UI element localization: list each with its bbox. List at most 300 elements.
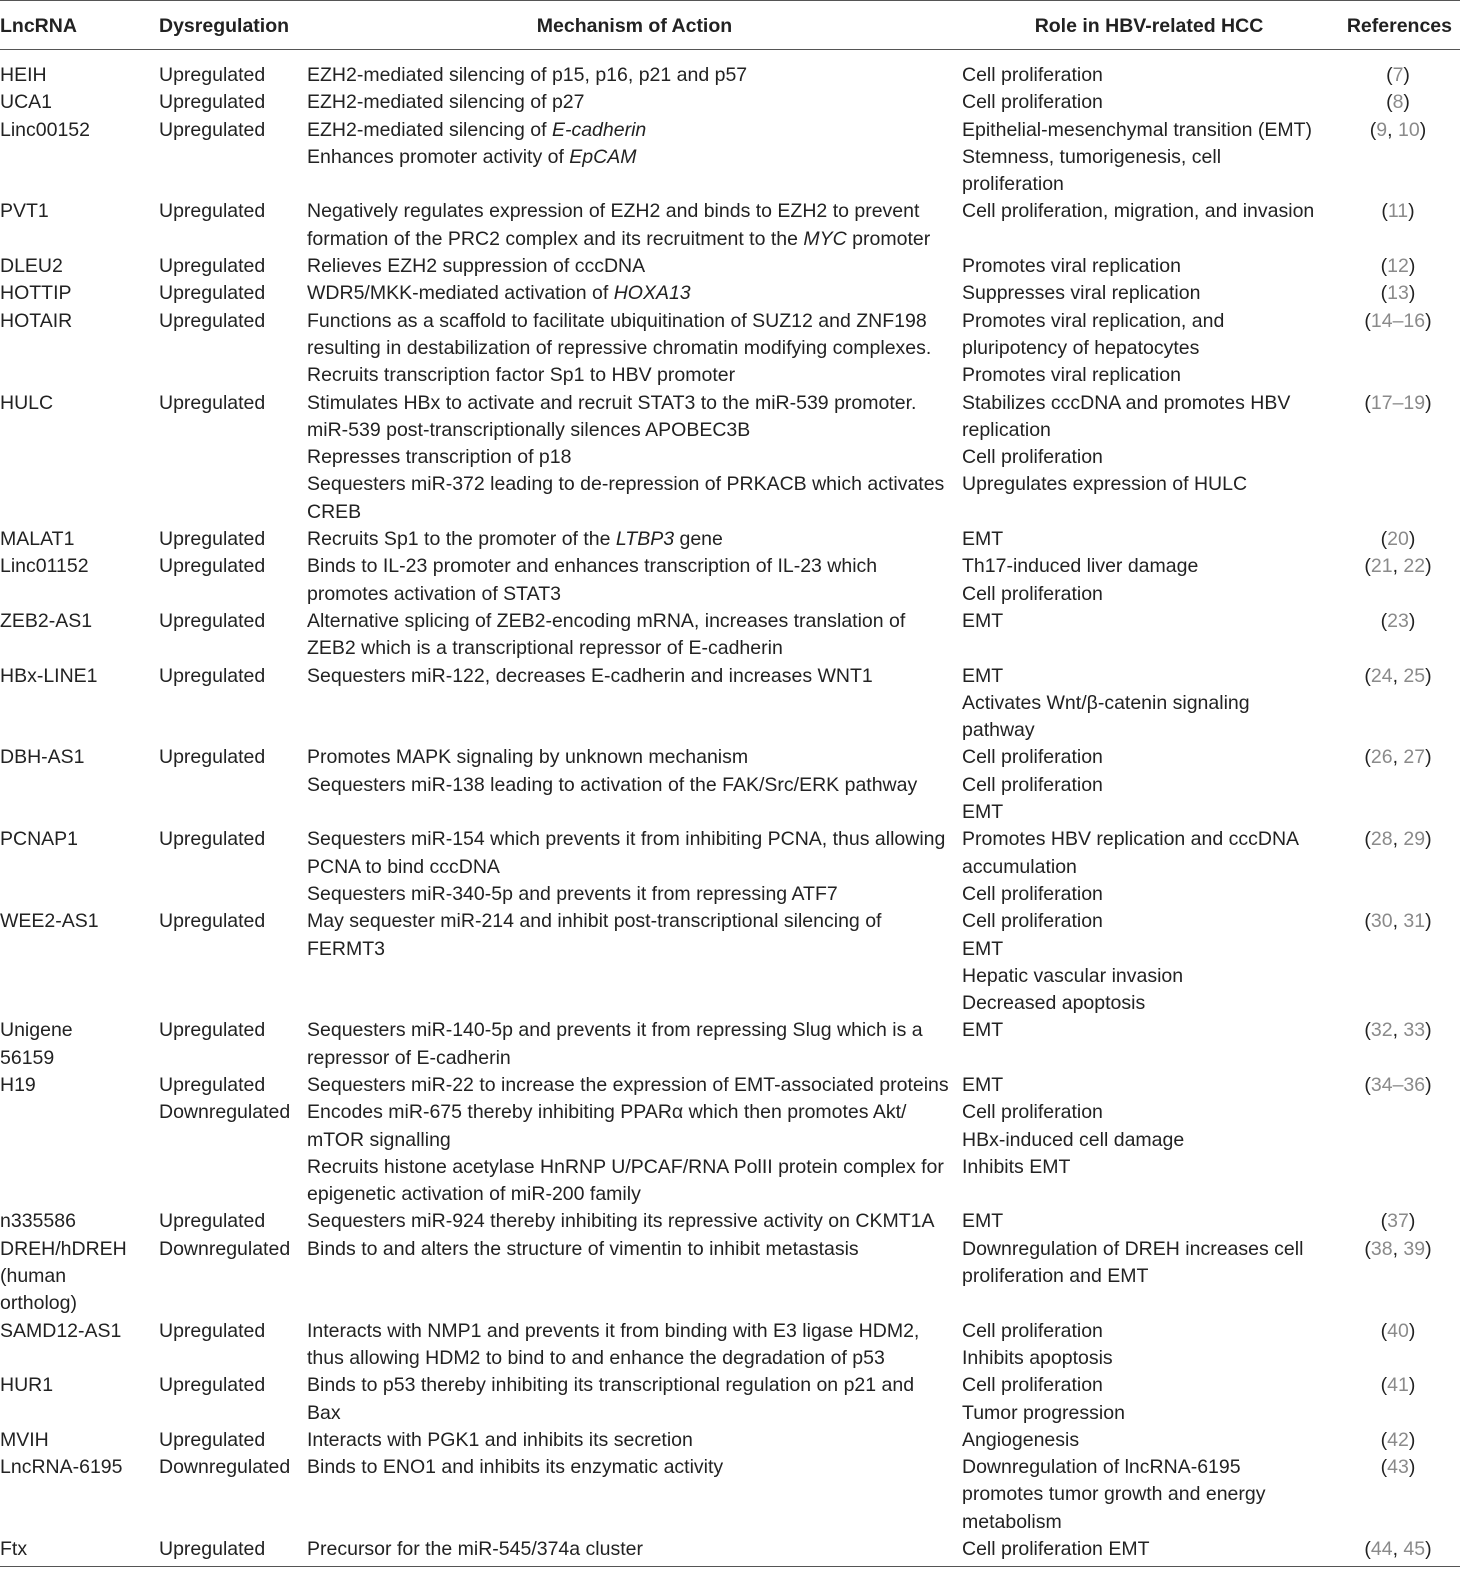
role-line: pluripotency of hepatocytes xyxy=(962,336,1200,359)
table-body xyxy=(0,50,1460,1567)
cell-role xyxy=(962,308,1336,390)
ref-paren: ( xyxy=(1364,1073,1371,1096)
reference-link[interactable]: 29 xyxy=(1403,828,1426,851)
table-row xyxy=(0,253,1460,280)
mechanism-line: Bax xyxy=(307,1401,341,1424)
cell-mechanism xyxy=(307,117,962,199)
cell-mechanism xyxy=(307,308,962,390)
table-row xyxy=(0,553,1460,608)
mechanism-text: gene xyxy=(674,528,723,551)
cell-lncrna: HULC xyxy=(0,391,54,414)
cell-dysregulation: Upregulated xyxy=(159,391,266,414)
ref-paren: ( xyxy=(1380,609,1388,632)
cell-dysregulation: Upregulated xyxy=(159,1536,307,1567)
reference-link[interactable]: 44 xyxy=(1370,1538,1393,1561)
cell-lncrna: ZEB2-AS1 xyxy=(0,609,93,632)
mechanism-line: Encodes miR-675 thereby inhibiting PPARα which then promotes Akt/ xyxy=(307,1101,907,1124)
cell-role: Cell proliferation xyxy=(962,64,1103,86)
ref-paren: ) xyxy=(1425,664,1432,687)
ref-paren: ) xyxy=(1408,1456,1416,1479)
mechanism-line: resulting in destabilization of repressive chromatin modifying complexes. xyxy=(307,336,932,359)
role-line: EMT xyxy=(962,1073,1004,1096)
reference-link[interactable]: 42 xyxy=(1387,1428,1409,1451)
role-line: Tumor progression xyxy=(962,1401,1125,1424)
ref-paren: ) xyxy=(1408,1210,1416,1233)
cell-references xyxy=(1336,1236,1460,1318)
reference-link[interactable]: 43 xyxy=(1387,1456,1409,1479)
role-line: Promotes HBV replication and cccDNA xyxy=(962,828,1300,851)
table-row xyxy=(0,826,1460,908)
ref-paren: ) xyxy=(1408,282,1416,305)
table-row xyxy=(0,280,1460,307)
cell-lncrna: H19 xyxy=(0,1073,36,1096)
cell-mechanism xyxy=(307,1372,962,1427)
cell-references xyxy=(1336,826,1460,908)
cell-dysregulation: Upregulated xyxy=(159,1374,266,1397)
mechanism-line: Sequesters miR-154 which prevents it from inhibiting PCNA, thus allowing xyxy=(307,828,946,851)
reference-link[interactable]: 37 xyxy=(1387,1210,1409,1233)
ref-paren: ( xyxy=(1364,391,1371,414)
reference-link[interactable]: 20 xyxy=(1387,528,1409,551)
dysregulation-line: Upregulated xyxy=(159,1073,266,1096)
cell-references xyxy=(1336,1318,1460,1373)
cell-role xyxy=(962,553,1336,608)
reference-link[interactable]: 41 xyxy=(1387,1374,1409,1397)
gene-name: HOXA13 xyxy=(613,282,691,305)
ref-paren: ) xyxy=(1403,64,1410,86)
cell-dysregulation: Upregulated xyxy=(159,910,266,933)
role-line: Cell proliferation xyxy=(962,882,1103,905)
cell-dysregulation: Upregulated xyxy=(159,1319,266,1342)
ref-paren: ( xyxy=(1364,1538,1371,1561)
ref-paren: ( xyxy=(1364,746,1371,769)
role-line: Cell proliferation xyxy=(962,582,1103,605)
cell-role xyxy=(962,117,1336,199)
role-line: Cell proliferation xyxy=(962,773,1103,796)
cell-mechanism xyxy=(307,390,962,526)
cell-lncrna: PVT1 xyxy=(0,200,49,223)
ref-paren: ( xyxy=(1364,555,1371,578)
ref-paren: ( xyxy=(1386,91,1393,114)
role-line: Upregulates expression of HULC xyxy=(962,473,1248,496)
reference-link[interactable]: 27 xyxy=(1403,746,1426,769)
reference-link[interactable]: 26 xyxy=(1370,746,1393,769)
cell-role: Cell proliferation EMT xyxy=(962,1536,1336,1567)
mechanism-line: Sequesters miR-372 leading to de-repression of PRKACB which activates xyxy=(307,473,945,496)
cell-mechanism xyxy=(307,908,962,1017)
cell-dysregulation: Upregulated xyxy=(159,609,266,632)
cell-role: Promotes viral replication xyxy=(962,255,1181,278)
cell-lncrna: DBH-AS1 xyxy=(0,746,85,769)
table-row xyxy=(0,89,1460,116)
role-line: EMT xyxy=(962,937,1004,960)
ref-paren: ) xyxy=(1425,1237,1432,1260)
role-line: Hepatic vascular invasion xyxy=(962,964,1184,987)
reference-link[interactable]: 10 xyxy=(1398,118,1420,141)
role-line: Activates Wnt/β-catenin signaling xyxy=(962,691,1250,714)
cell-mechanism: Binds to and alters the structure of vimentin to inhibit metastasis xyxy=(307,1237,859,1260)
cell-role xyxy=(962,1236,1336,1318)
cell-lncrna: Linc00152 xyxy=(0,118,90,141)
reference-link[interactable]: 28 xyxy=(1370,828,1393,851)
ref-paren: ( xyxy=(1364,1019,1371,1042)
header-references: References xyxy=(1336,1,1460,50)
ref-paren: ) xyxy=(1408,609,1416,632)
role-line: HBx-induced cell damage xyxy=(962,1128,1185,1151)
ref-paren: ( xyxy=(1364,664,1371,687)
reference-link[interactable]: 33 xyxy=(1403,1019,1426,1042)
table-row xyxy=(0,908,1460,1017)
role-line: Inhibits EMT xyxy=(962,1155,1071,1178)
cell-references xyxy=(1336,280,1460,307)
table-row xyxy=(0,608,1460,663)
gene-name: LTBP3 xyxy=(615,528,675,551)
ref-paren: ) xyxy=(1425,1019,1432,1042)
cell-lncrna: n335586 xyxy=(0,1210,76,1233)
dysregulation-line: Downregulated xyxy=(159,1101,291,1124)
reference-link[interactable]: 31 xyxy=(1403,910,1426,933)
mechanism-line xyxy=(307,226,962,253)
cell-lncrna: HUR1 xyxy=(0,1374,54,1397)
mechanism-line: Sequesters miR-138 leading to activation of the FAK/Src/ERK pathway xyxy=(307,773,918,796)
mechanism-line: CREB xyxy=(307,500,362,523)
mechanism-text: WDR5/MKK-mediated activation of xyxy=(307,282,614,305)
cell-mechanism: EZH2-mediated silencing of p27 xyxy=(307,91,585,114)
mechanism-line: Represses transcription of p18 xyxy=(307,446,572,469)
cell-references xyxy=(1336,1072,1460,1208)
reference-link[interactable]: 40 xyxy=(1387,1319,1409,1342)
cell-dysregulation: Upregulated xyxy=(159,828,266,851)
cell-references xyxy=(1336,1372,1460,1427)
cell-references xyxy=(1336,1208,1460,1235)
cell-mechanism xyxy=(307,744,962,826)
cell-references xyxy=(1336,390,1460,526)
cell-dysregulation: Upregulated xyxy=(159,555,266,578)
table-row xyxy=(0,117,1460,199)
ref-separator: , xyxy=(1392,1019,1404,1042)
table-row xyxy=(0,50,1460,90)
cell-lncrna: UCA1 xyxy=(0,91,53,114)
cell-references xyxy=(1336,198,1460,253)
cell-role: EMT xyxy=(962,528,1004,551)
ref-separator: , xyxy=(1392,746,1404,769)
role-line: Cell proliferation xyxy=(962,746,1103,769)
cell-mechanism: Sequesters miR-924 thereby inhibiting its repressive activity on CKMT1A xyxy=(307,1210,935,1233)
cell-dysregulation: Upregulated xyxy=(159,91,266,114)
cell-dysregulation: Upregulated xyxy=(159,282,266,305)
cell-dysregulation: Upregulated xyxy=(159,64,266,86)
ref-paren: ( xyxy=(1369,118,1377,141)
cell-dysregulation: Upregulated xyxy=(159,1428,266,1451)
table-row xyxy=(0,744,1460,826)
ref-paren: ( xyxy=(1381,200,1388,223)
role-line: Cell proliferation xyxy=(962,446,1103,469)
cell-dysregulation: Downregulated xyxy=(159,1456,291,1479)
cell-mechanism xyxy=(307,1072,962,1208)
mechanism-line: Sequesters miR-140-5p and prevents it from repressing Slug which is a xyxy=(307,1019,923,1042)
cell-references xyxy=(1336,553,1460,608)
cell-role xyxy=(962,1372,1336,1427)
cell-mechanism: Binds to ENO1 and inhibits its enzymatic activity xyxy=(307,1456,724,1479)
ref-separator: , xyxy=(1392,828,1404,851)
role-line: Decreased apoptosis xyxy=(962,992,1146,1015)
gene-name: EpCAM xyxy=(569,145,637,168)
reference-link[interactable]: 11 xyxy=(1387,200,1409,223)
cell-lncrna: DLEU2 xyxy=(0,255,63,278)
ref-paren: ( xyxy=(1364,828,1371,851)
mechanism-text: formation of the PRC2 complex and its recruitment to the xyxy=(307,227,804,250)
cell-dysregulation: Upregulated xyxy=(159,664,266,687)
role-line: Epithelial-mesenchymal transition (EMT) xyxy=(962,118,1313,141)
mechanism-line: PCNA to bind cccDNA xyxy=(307,855,500,878)
mechanism-line: Recruits transcription factor Sp1 to HBV promoter xyxy=(307,364,736,387)
ref-paren: ( xyxy=(1380,255,1388,278)
reference-link[interactable]: 30 xyxy=(1370,910,1393,933)
table-row xyxy=(0,1072,1460,1208)
mechanism-line xyxy=(307,144,962,171)
cell-lncrna xyxy=(0,1236,159,1318)
mechanism-line: Interacts with NMP1 and prevents it from binding with E3 ligase HDM2, xyxy=(307,1319,920,1342)
role-line: metabolism xyxy=(962,1510,1062,1533)
cell-lncrna: HBx-LINE1 xyxy=(0,664,98,687)
cell-mechanism xyxy=(307,526,962,553)
cell-references xyxy=(1336,89,1460,116)
header-mechanism: Mechanism of Action xyxy=(307,1,962,50)
ref-paren: ) xyxy=(1419,118,1427,141)
ref-paren: ( xyxy=(1380,282,1388,305)
ref-paren: ( xyxy=(1380,528,1388,551)
ref-paren: ) xyxy=(1425,910,1432,933)
role-line: EMT xyxy=(962,664,1004,687)
reference-link[interactable]: 25 xyxy=(1403,664,1426,687)
mechanism-line: Functions as a scaffold to facilitate ubiquitination of SUZ12 and ZNF198 xyxy=(307,309,927,332)
role-line: accumulation xyxy=(962,855,1077,878)
role-line: Stemness, tumorigenesis, cell xyxy=(962,145,1222,168)
cell-lncrna: HEIH xyxy=(0,64,47,86)
mechanism-line: repressor of E-cadherin xyxy=(307,1046,511,1069)
ref-paren: ) xyxy=(1403,91,1410,114)
cell-references xyxy=(1336,308,1460,390)
cell-mechanism: Interacts with PGK1 and inhibits its secretion xyxy=(307,1428,693,1451)
cell-role: Cell proliferation xyxy=(962,91,1103,114)
cell-role xyxy=(962,1318,1336,1373)
header-lncrna: LncRNA xyxy=(0,1,159,50)
cell-lncrna: PCNAP1 xyxy=(0,828,79,851)
cell-references xyxy=(1336,1427,1460,1454)
cell-lncrna: MVIH xyxy=(0,1428,49,1451)
mechanism-line: Promotes MAPK signaling by unknown mechanism xyxy=(307,746,749,769)
table-row xyxy=(0,1017,1460,1072)
ref-paren: ) xyxy=(1425,309,1432,332)
table-row xyxy=(0,1236,1460,1318)
mechanism-line: Stimulates HBx to activate and recruit STAT3 to the miR-539 promoter. xyxy=(307,391,917,414)
reference-link[interactable]: 34–36 xyxy=(1370,1073,1426,1096)
cell-role: Angiogenesis xyxy=(962,1428,1080,1451)
table-row xyxy=(0,1318,1460,1373)
header-role: Role in HBV-related HCC xyxy=(962,1,1336,50)
cell-references xyxy=(1336,744,1460,826)
mechanism-line: Binds to IL-23 promoter and enhances transcription of IL-23 which xyxy=(307,555,878,578)
cell-dysregulation: Upregulated xyxy=(159,118,266,141)
cell-dysregulation xyxy=(159,1072,307,1208)
cell-mechanism xyxy=(307,280,962,307)
table-row xyxy=(0,198,1460,253)
mechanism-line xyxy=(307,117,962,144)
mechanism-line: Recruits histone acetylase HnRNP U/PCAF/RNA PolII protein complex for xyxy=(307,1155,944,1178)
role-line: Downregulation of lncRNA-6195 xyxy=(962,1456,1241,1479)
ref-paren: ) xyxy=(1408,1319,1416,1342)
table-header xyxy=(0,1,1460,50)
reference-link[interactable]: 8 xyxy=(1392,91,1404,114)
role-line: EMT xyxy=(962,801,1004,824)
cell-role: Suppresses viral replication xyxy=(962,282,1201,305)
ref-paren: ) xyxy=(1425,1073,1432,1096)
ref-separator: , xyxy=(1392,1237,1404,1260)
role-line: Downregulation of DREH increases cell xyxy=(962,1237,1304,1260)
cell-role xyxy=(962,390,1336,526)
ref-paren: ) xyxy=(1425,1538,1432,1561)
reference-link[interactable]: 13 xyxy=(1387,282,1409,305)
cell-lncrna: MALAT1 xyxy=(0,528,75,551)
reference-link[interactable]: 9 xyxy=(1376,118,1388,141)
reference-link[interactable]: 12 xyxy=(1387,255,1409,278)
mechanism-line: epigenetic activation of miR-200 family xyxy=(307,1183,641,1206)
ref-separator: , xyxy=(1392,1538,1404,1561)
cell-role: EMT xyxy=(962,1210,1004,1233)
table-row xyxy=(0,390,1460,526)
table-row xyxy=(0,1427,1460,1454)
ref-paren: ( xyxy=(1380,1374,1388,1397)
ref-paren: ) xyxy=(1408,200,1415,223)
cell-mechanism xyxy=(307,608,962,663)
role-line: promotes tumor growth and energy xyxy=(962,1483,1266,1506)
reference-link[interactable]: 24 xyxy=(1370,664,1393,687)
table-row xyxy=(0,1454,1460,1536)
role-line: Cell proliferation xyxy=(962,910,1103,933)
cell-lncrna: SAMD12-AS1 xyxy=(0,1319,122,1342)
cell-dysregulation: Upregulated xyxy=(159,1019,266,1042)
reference-link[interactable]: 22 xyxy=(1403,555,1426,578)
ref-paren: ( xyxy=(1380,1428,1388,1451)
cell-references xyxy=(1336,608,1460,663)
cell-mechanism: Precursor for the miR-545/374a cluster xyxy=(307,1536,962,1567)
ref-paren: ) xyxy=(1408,1428,1416,1451)
ref-separator: , xyxy=(1392,664,1404,687)
cell-lncrna: Ftx xyxy=(0,1536,159,1567)
cell-role xyxy=(962,826,1336,908)
mechanism-text: Recruits Sp1 to the promoter of the xyxy=(307,528,616,551)
cell-dysregulation: Upregulated xyxy=(159,1210,266,1233)
cell-mechanism: Sequesters miR-122, decreases E-cadherin and increases WNT1 xyxy=(307,664,873,687)
lncrna-line: Unigene xyxy=(0,1019,73,1042)
mechanism-line: Sequesters miR-340-5p and prevents it from repressing ATF7 xyxy=(307,882,838,905)
cell-role xyxy=(962,908,1336,1017)
cell-dysregulation: Downregulated xyxy=(159,1237,291,1260)
cell-references xyxy=(1336,526,1460,553)
mechanism-line: thus allowing HDM2 to bind to and enhance the degradation of p53 xyxy=(307,1346,885,1369)
cell-role xyxy=(962,744,1336,826)
cell-lncrna: HOTTIP xyxy=(0,282,72,305)
mechanism-text: promoter xyxy=(846,227,931,250)
ref-paren: ( xyxy=(1364,910,1371,933)
reference-link[interactable]: 45 xyxy=(1403,1538,1426,1561)
cell-references xyxy=(1336,663,1460,745)
reference-link[interactable]: 7 xyxy=(1392,64,1404,86)
cell-references xyxy=(1336,117,1460,199)
role-line: proliferation xyxy=(962,173,1064,196)
ref-paren: ) xyxy=(1425,555,1432,578)
mechanism-line: May sequester miR-214 and inhibit post-transcriptional silencing of xyxy=(307,910,882,933)
cell-dysregulation: Upregulated xyxy=(159,255,266,278)
role-line: Inhibits apoptosis xyxy=(962,1346,1113,1369)
table-row xyxy=(0,663,1460,745)
cell-mechanism xyxy=(307,826,962,908)
reference-link[interactable]: 21 xyxy=(1370,555,1393,578)
table-row xyxy=(0,1372,1460,1427)
header-dysregulation: Dysregulation xyxy=(159,1,307,50)
lncrna-line: DREH/hDREH xyxy=(0,1237,127,1260)
ref-separator: , xyxy=(1392,555,1404,578)
role-line: Promotes viral replication, and xyxy=(962,309,1225,332)
reference-link[interactable]: 14–16 xyxy=(1370,309,1426,332)
lncrna-line: 56159 xyxy=(0,1046,55,1069)
mechanism-line: ZEB2 which is a transcriptional repressor of E-cadherin xyxy=(307,637,783,660)
role-line: replication xyxy=(962,418,1051,441)
lncrna-line: (human xyxy=(0,1265,67,1288)
reference-link[interactable]: 17–19 xyxy=(1370,391,1426,414)
cell-dysregulation: Upregulated xyxy=(159,309,266,332)
gene-name: MYC xyxy=(803,227,847,250)
reference-link[interactable]: 38 xyxy=(1370,1237,1393,1260)
cell-dysregulation: Upregulated xyxy=(159,528,266,551)
role-line: Cell proliferation xyxy=(962,1374,1103,1397)
cell-role xyxy=(962,1454,1336,1536)
mechanism-line: mTOR signalling xyxy=(307,1128,451,1151)
mechanism-line: Binds to p53 thereby inhibiting its transcriptional regulation on p21 and xyxy=(307,1374,915,1397)
cell-lncrna: LncRNA-6195 xyxy=(0,1456,123,1479)
ref-paren: ( xyxy=(1386,64,1393,86)
ref-paren: ) xyxy=(1425,828,1432,851)
cell-dysregulation: Upregulated xyxy=(159,200,266,223)
role-line: pathway xyxy=(962,719,1035,742)
cell-lncrna: WEE2-AS1 xyxy=(0,910,99,933)
cell-mechanism xyxy=(307,1017,962,1072)
reference-link[interactable]: 23 xyxy=(1387,609,1409,632)
role-line: Cell proliferation xyxy=(962,1101,1103,1124)
ref-paren: ( xyxy=(1380,1210,1388,1233)
cell-role: EMT xyxy=(962,609,1004,632)
cell-references xyxy=(1336,1536,1460,1567)
ref-paren: ( xyxy=(1380,1319,1388,1342)
role-line: Th17-induced liver damage xyxy=(962,555,1199,578)
cell-dysregulation: Upregulated xyxy=(159,746,266,769)
cell-lncrna: HOTAIR xyxy=(0,309,73,332)
cell-lncrna: Linc01152 xyxy=(0,555,89,578)
mechanism-line: promotes activation of STAT3 xyxy=(307,582,561,605)
reference-link[interactable]: 32 xyxy=(1370,1019,1393,1042)
mechanism-line: Sequesters miR-22 to increase the expression of EMT-associated proteins xyxy=(307,1073,949,1096)
cell-references xyxy=(1336,1017,1460,1072)
cell-references xyxy=(1336,50,1460,90)
role-line: Promotes viral replication xyxy=(962,364,1181,387)
cell-role: EMT xyxy=(962,1019,1004,1042)
cell-role xyxy=(962,663,1336,745)
mechanism-line: Negatively regulates expression of EZH2 and binds to EZH2 to prevent xyxy=(307,200,920,223)
reference-link[interactable]: 39 xyxy=(1403,1237,1426,1260)
table-row xyxy=(0,526,1460,553)
ref-paren: ) xyxy=(1425,391,1432,414)
cell-mechanism xyxy=(307,198,962,253)
